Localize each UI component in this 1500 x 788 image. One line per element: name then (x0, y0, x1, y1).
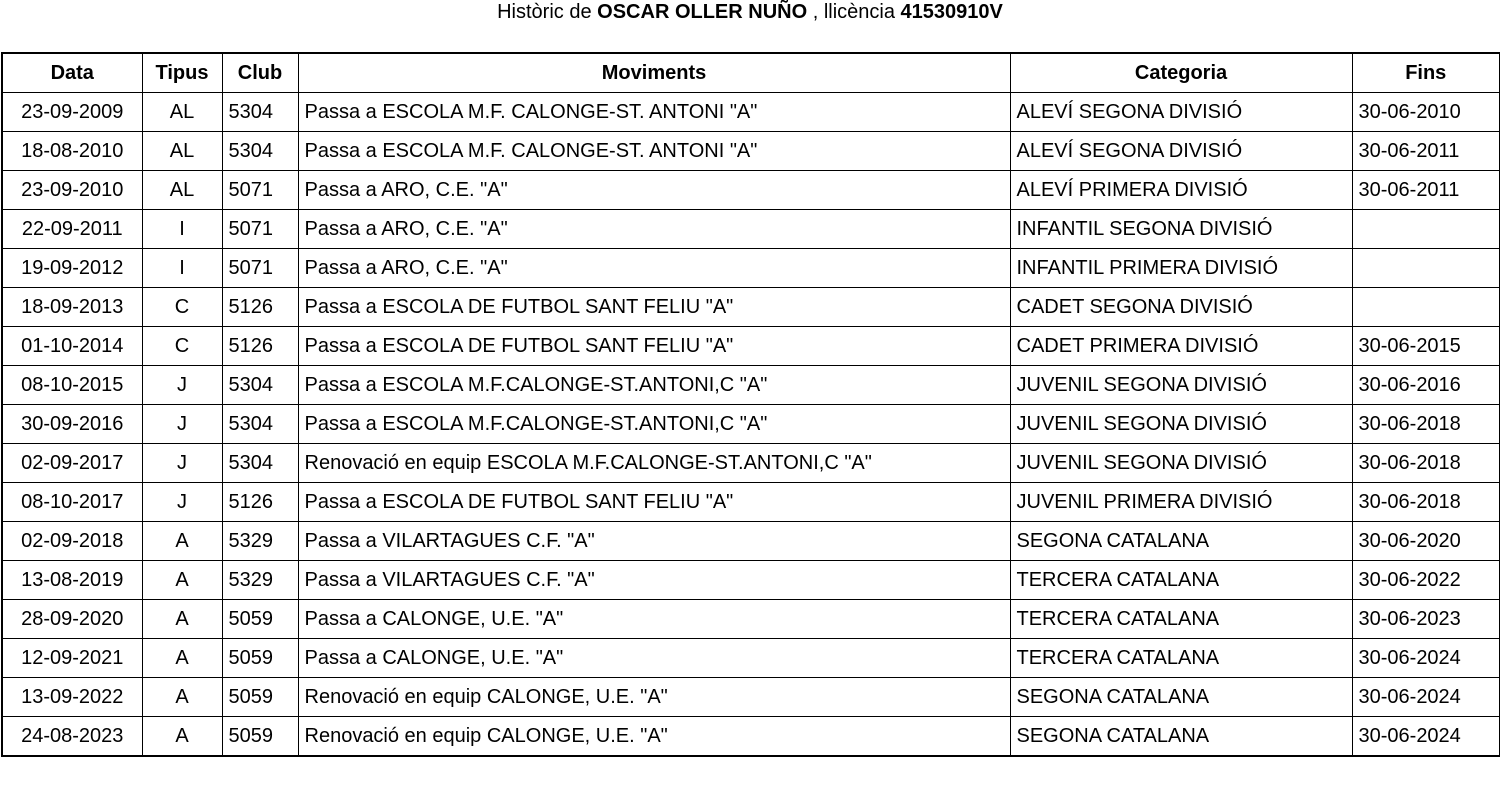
cell-data: 13-08-2019 (2, 561, 142, 600)
column-header-categoria: Categoria (1010, 53, 1352, 93)
cell-fins: 30-06-2024 (1352, 717, 1500, 757)
cell-moviment: Passa a VILARTAGUES C.F. "A" (298, 561, 1010, 600)
cell-moviment: Passa a ESCOLA M.F. CALONGE-ST. ANTONI "A" (298, 132, 1010, 171)
cell-tipus: AL (142, 171, 222, 210)
cell-data: 08-10-2015 (2, 366, 142, 405)
cell-moviment: Passa a ARO, C.E. "A" (298, 210, 1010, 249)
cell-club: 5059 (222, 717, 298, 757)
cell-categoria: JUVENIL PRIMERA DIVISIÓ (1010, 483, 1352, 522)
table-row (2, 249, 1500, 288)
cell-tipus: I (142, 249, 222, 288)
cell-fins: 30-06-2018 (1352, 405, 1500, 444)
cell-tipus: C (142, 327, 222, 366)
table-row (2, 561, 1500, 600)
table-header-row (2, 53, 1500, 93)
cell-categoria: INFANTIL SEGONA DIVISIÓ (1010, 210, 1352, 249)
cell-moviment: Renovació en equip CALONGE, U.E. "A" (298, 678, 1010, 717)
cell-fins: 30-06-2023 (1352, 600, 1500, 639)
cell-moviment: Passa a ESCOLA M.F.CALONGE-ST.ANTONI,C "A" (298, 366, 1010, 405)
cell-categoria: SEGONA CATALANA (1010, 678, 1352, 717)
cell-club: 5329 (222, 561, 298, 600)
table-row (2, 600, 1500, 639)
table-row (2, 171, 1500, 210)
cell-categoria: JUVENIL SEGONA DIVISIÓ (1010, 405, 1352, 444)
cell-club: 5071 (222, 171, 298, 210)
table-row (2, 132, 1500, 171)
cell-moviment: Passa a ESCOLA M.F. CALONGE-ST. ANTONI "A" (298, 93, 1010, 132)
cell-fins: 30-06-2024 (1352, 639, 1500, 678)
cell-tipus: J (142, 405, 222, 444)
column-header-tipus: Tipus (142, 53, 222, 93)
cell-tipus: A (142, 717, 222, 757)
cell-fins (1352, 288, 1500, 327)
license-number: 41530910V (900, 1, 1003, 23)
cell-club: 5304 (222, 132, 298, 171)
cell-fins: 30-06-2011 (1352, 132, 1500, 171)
cell-moviment: Passa a CALONGE, U.E. "A" (298, 600, 1010, 639)
cell-moviment: Passa a CALONGE, U.E. "A" (298, 639, 1010, 678)
cell-club: 5059 (222, 600, 298, 639)
player-name: OSCAR OLLER NUÑO (597, 1, 808, 23)
cell-fins: 30-06-2015 (1352, 327, 1500, 366)
cell-data: 12-09-2021 (2, 639, 142, 678)
cell-fins (1352, 210, 1500, 249)
column-header-fins: Fins (1352, 53, 1500, 93)
cell-moviment: Passa a ARO, C.E. "A" (298, 171, 1010, 210)
cell-categoria: JUVENIL SEGONA DIVISIÓ (1010, 366, 1352, 405)
cell-tipus: AL (142, 93, 222, 132)
cell-data: 13-09-2022 (2, 678, 142, 717)
cell-moviment: Renovació en equip ESCOLA M.F.CALONGE-ST.ANTONI,C "A" (298, 444, 1010, 483)
cell-categoria: ALEVÍ SEGONA DIVISIÓ (1010, 132, 1352, 171)
cell-fins: 30-06-2022 (1352, 561, 1500, 600)
cell-moviment: Renovació en equip CALONGE, U.E. "A" (298, 717, 1010, 757)
cell-categoria: ALEVÍ SEGONA DIVISIÓ (1010, 93, 1352, 132)
cell-categoria: CADET SEGONA DIVISIÓ (1010, 288, 1352, 327)
table-row (2, 288, 1500, 327)
cell-tipus: I (142, 210, 222, 249)
cell-data: 02-09-2017 (2, 444, 142, 483)
cell-tipus: A (142, 522, 222, 561)
cell-data: 23-09-2009 (2, 93, 142, 132)
cell-club: 5304 (222, 366, 298, 405)
cell-moviment: Passa a ESCOLA DE FUTBOL SANT FELIU "A" (298, 288, 1010, 327)
column-header-club: Club (222, 53, 298, 93)
cell-club: 5329 (222, 522, 298, 561)
table-row (2, 210, 1500, 249)
cell-fins: 30-06-2020 (1352, 522, 1500, 561)
cell-categoria: INFANTIL PRIMERA DIVISIÓ (1010, 249, 1352, 288)
cell-fins: 30-06-2016 (1352, 366, 1500, 405)
table-row (2, 483, 1500, 522)
cell-tipus: A (142, 639, 222, 678)
cell-categoria: TERCERA CATALANA (1010, 639, 1352, 678)
table-row (2, 405, 1500, 444)
cell-tipus: A (142, 600, 222, 639)
table-row (2, 639, 1500, 678)
cell-tipus: C (142, 288, 222, 327)
table-row (2, 327, 1500, 366)
cell-tipus: J (142, 483, 222, 522)
title-prefix: Històric de (497, 1, 592, 23)
cell-club: 5059 (222, 678, 298, 717)
cell-categoria: SEGONA CATALANA (1010, 717, 1352, 757)
cell-moviment: Passa a ESCOLA DE FUTBOL SANT FELIU "A" (298, 327, 1010, 366)
cell-tipus: J (142, 366, 222, 405)
cell-categoria: TERCERA CATALANA (1010, 600, 1352, 639)
cell-data: 18-08-2010 (2, 132, 142, 171)
cell-data: 30-09-2016 (2, 405, 142, 444)
cell-tipus: J (142, 444, 222, 483)
cell-data: 02-09-2018 (2, 522, 142, 561)
table-row (2, 444, 1500, 483)
table-row (2, 522, 1500, 561)
cell-data: 01-10-2014 (2, 327, 142, 366)
cell-moviment: Passa a ARO, C.E. "A" (298, 249, 1010, 288)
cell-fins: 30-06-2010 (1352, 93, 1500, 132)
cell-moviment: Passa a VILARTAGUES C.F. "A" (298, 522, 1010, 561)
license-label: , llicència (812, 1, 895, 23)
cell-club: 5059 (222, 639, 298, 678)
history-table-body (2, 93, 1500, 757)
table-row (2, 366, 1500, 405)
cell-categoria: JUVENIL SEGONA DIVISIÓ (1010, 444, 1352, 483)
cell-data: 18-09-2013 (2, 288, 142, 327)
cell-fins: 30-06-2011 (1352, 171, 1500, 210)
cell-categoria: SEGONA CATALANA (1010, 522, 1352, 561)
cell-moviment: Passa a ESCOLA M.F.CALONGE-ST.ANTONI,C "A" (298, 405, 1010, 444)
cell-data: 19-09-2012 (2, 249, 142, 288)
cell-data: 28-09-2020 (2, 600, 142, 639)
cell-categoria: CADET PRIMERA DIVISIÓ (1010, 327, 1352, 366)
cell-moviment: Passa a ESCOLA DE FUTBOL SANT FELIU "A" (298, 483, 1010, 522)
cell-data: 23-09-2010 (2, 171, 142, 210)
cell-club: 5071 (222, 249, 298, 288)
cell-categoria: TERCERA CATALANA (1010, 561, 1352, 600)
page-title (0, 0, 1500, 24)
cell-tipus: AL (142, 132, 222, 171)
cell-fins: 30-06-2018 (1352, 483, 1500, 522)
cell-club: 5304 (222, 93, 298, 132)
cell-data: 22-09-2011 (2, 210, 142, 249)
table-row (2, 93, 1500, 132)
cell-club: 5304 (222, 444, 298, 483)
cell-tipus: A (142, 561, 222, 600)
column-header-moviments: Moviments (298, 53, 1010, 93)
table-row (2, 678, 1500, 717)
history-table (1, 52, 1500, 757)
cell-fins (1352, 249, 1500, 288)
column-header-data: Data (2, 53, 142, 93)
cell-club: 5126 (222, 327, 298, 366)
cell-data: 24-08-2023 (2, 717, 142, 757)
cell-data: 08-10-2017 (2, 483, 142, 522)
cell-fins: 30-06-2018 (1352, 444, 1500, 483)
table-row (2, 717, 1500, 757)
cell-club: 5071 (222, 210, 298, 249)
cell-club: 5304 (222, 405, 298, 444)
cell-tipus: A (142, 678, 222, 717)
cell-club: 5126 (222, 483, 298, 522)
cell-categoria: ALEVÍ PRIMERA DIVISIÓ (1010, 171, 1352, 210)
cell-club: 5126 (222, 288, 298, 327)
cell-fins: 30-06-2024 (1352, 678, 1500, 717)
